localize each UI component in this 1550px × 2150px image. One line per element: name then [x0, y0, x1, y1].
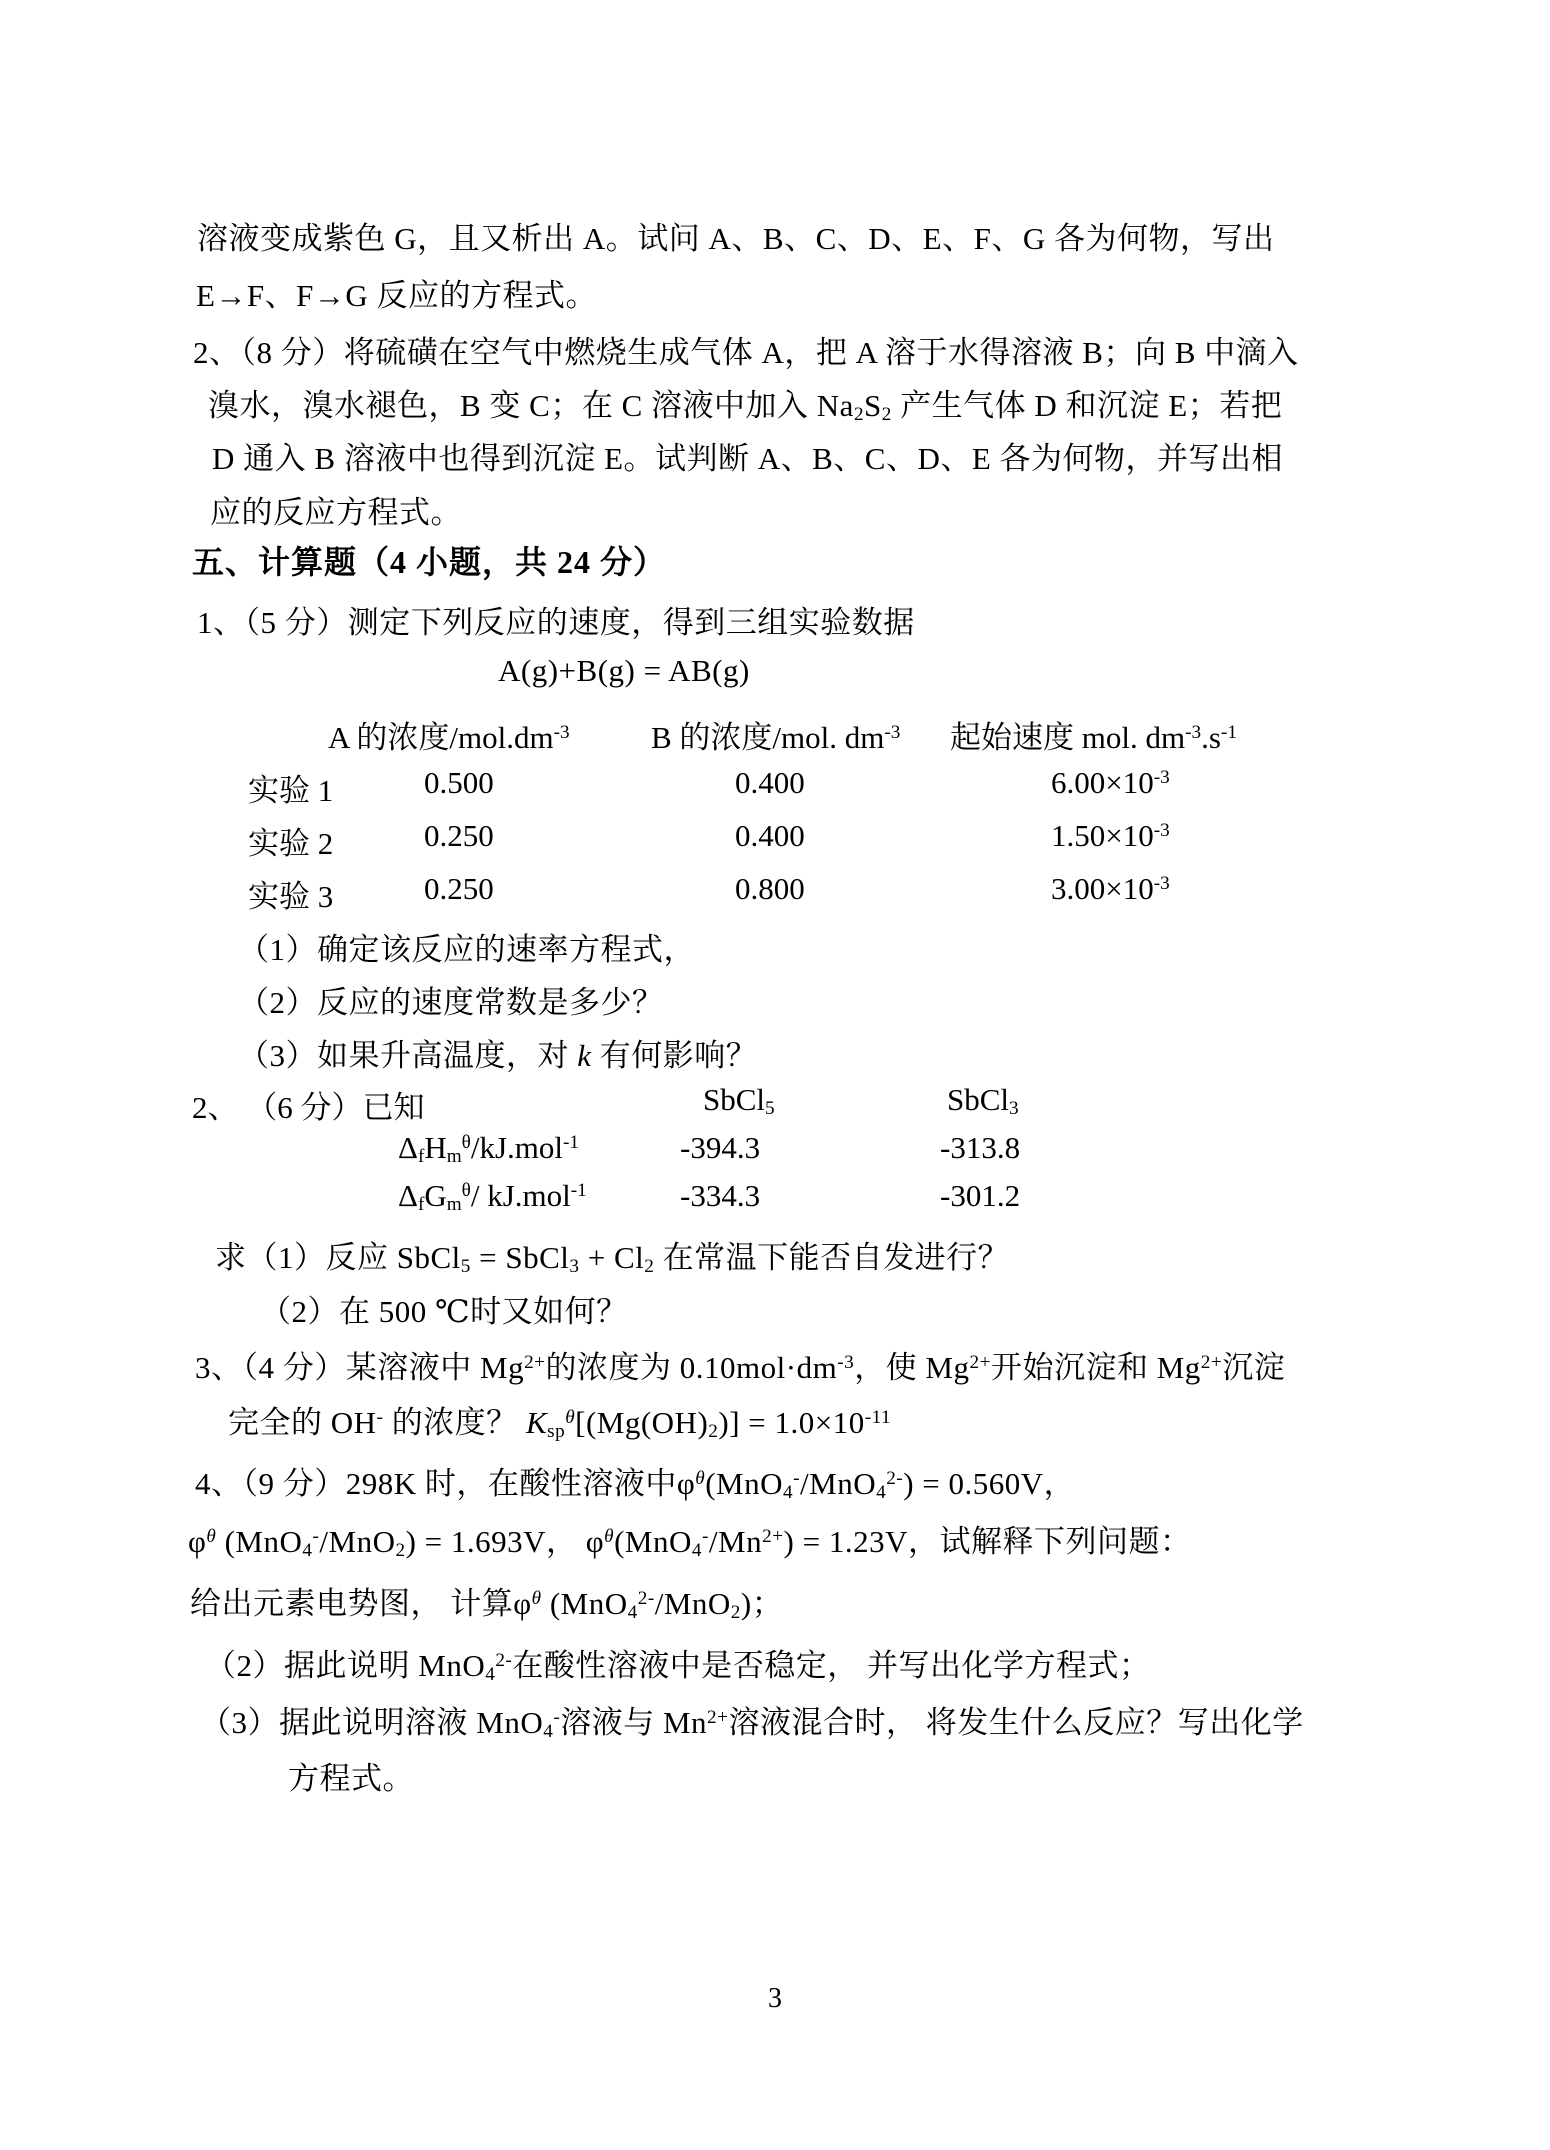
calc1-sub2: （2）反应的速度常数是多少？: [238, 985, 664, 1020]
gibbs-value-2: -301.2: [940, 1178, 1021, 1213]
calc3-line-1: 3、（4 分）某溶液中 $Mg^{2+}$的浓度为 $0.10mol\cdot dm^{-3}$，使 $Mg^{2+}$开始沉淀和 $Mg^{2+}$沉淀: [195, 1350, 1286, 1385]
calc1-sub3: （3）如果升高温度，对 k 有何影响？: [238, 1038, 758, 1073]
calc2-header-row: [0, 1082, 1550, 1124]
value-b: 0.400: [735, 818, 805, 853]
enthalpy-value-2: -313.8: [940, 1130, 1021, 1165]
enthalpy-value-1: -394.3: [680, 1130, 761, 1165]
calc4-line-6: 方程式。: [288, 1761, 414, 1796]
calc1-equation: A(g)+B(g) = AB(g): [498, 653, 750, 688]
calc4-line-1: 4、（9 分）298K 时，在酸性溶液中$\varphi^\theta(MnO_4^-/MnO_4^{2-}) = 0.560V$，: [195, 1466, 1076, 1504]
calc2-intro: 2、 （6 分）已知: [192, 1090, 425, 1125]
calc2-col2: SbCl$_3$: [947, 1082, 1019, 1120]
table-header-a: A 的浓度$/mol.dm^{-3}$: [328, 720, 570, 755]
enthalpy-label: $\Delta_fH_m^\theta/kJ.mol^{-1}$: [398, 1130, 580, 1168]
gibbs-label: $\Delta_fG_m^\theta/$ kJ.mol$^{-1}$: [398, 1178, 587, 1216]
value-b: 0.800: [735, 871, 805, 906]
value-rate: $1.50\times 10^{-3}$: [1051, 818, 1170, 853]
row-label: 实验 2: [248, 826, 334, 861]
table-header-row: [0, 712, 1550, 754]
calc4-line-4: （2）据此说明 MnO$_4^{2-}$在酸性溶液中是否稳定， 并写出化学方程式；: [205, 1648, 1151, 1686]
value-b: 0.400: [735, 765, 805, 800]
value-a: 0.250: [424, 871, 494, 906]
calc2-sub1: 求（1）反应 SbCl$_5$ = SbCl$_3$ + $Cl_2$ 在常温下能否自发进行？: [215, 1240, 1010, 1278]
calc4-line-2: $\varphi^\theta$ (MnO$_4$-/MnO$_2$) = 1.693V， $\varphi^\theta(MnO_4^-/Mn^{2+}) = 1.23V$，试解释下列问题：: [188, 1524, 1192, 1562]
section5-heading: 五、计算题（4 小题，共 24 分）: [192, 544, 667, 580]
calc2-gibbs-row: [0, 1178, 1550, 1220]
intro-line-1: 溶液变成紫色 G，且又析出 A。试问 A、B、C、D、E、F、G 各为何物，写出: [197, 221, 1275, 256]
calc2-enthalpy-row: [0, 1130, 1550, 1172]
table-row: [0, 818, 1550, 860]
value-rate: $3.00\times 10^{-3}$: [1051, 871, 1170, 906]
question2-line-3: D 通入 B 溶液中也得到沉淀 E。试判断 A、B、C、D、E 各为何物，并写出相: [212, 441, 1284, 476]
calc3-line-2: 完全的 OH- 的浓度？ $K_{sp}^\theta[(Mg(OH)_2)] = 1.0\times 10^{-11}$: [228, 1405, 892, 1443]
calc2-col1: SbCl$_5$: [703, 1082, 775, 1120]
calc4-line-3: 给出元素电势图， 计算$\varphi^\theta$ (MnO$_4^{2-}$/MnO$_2$)；: [190, 1586, 784, 1624]
gibbs-value-1: -334.3: [680, 1178, 761, 1213]
question2-line-4: 应的反应方程式。: [210, 495, 462, 530]
calc1-sub1: （1）确定该反应的速率方程式，: [238, 932, 695, 967]
value-a: 0.500: [424, 765, 494, 800]
page-number: 3: [768, 1983, 783, 2014]
intro-line-2: E→F、F→G 反应的方程式。: [196, 278, 598, 313]
row-label: 实验 1: [248, 773, 334, 808]
question2-line-1: 2、（8 分）将硫磺在空气中燃烧生成气体 A，把 A 溶于水得溶液 B；向 B 中滴入: [193, 335, 1299, 370]
table-header-b: B 的浓度/mol. $dm^{-3}$: [651, 720, 901, 755]
value-a: 0.250: [424, 818, 494, 853]
table-row: [0, 871, 1550, 913]
table-header-rate: 起始速度 mol. $dm^{-3}.s^{-1}$: [950, 720, 1237, 755]
row-label: 实验 3: [248, 879, 334, 914]
question2-line-2: 溴水，溴水褪色，B 变 C；在 C 溶液中加入 $Na_2S_2$ 产生气体 D 和沉淀 E；若把: [208, 388, 1283, 426]
calc2-sub2: （2）在 500 ℃时又如何？: [260, 1294, 628, 1329]
value-rate: $6.00\times 10^{-3}$: [1051, 765, 1170, 800]
calc4-line-5: （3）据此说明溶液 MnO$_4$-溶液与 $Mn^{2+}$溶液混合时， 将发生什么反应？写出化学: [200, 1705, 1304, 1743]
calc1-intro: 1、（5 分）测定下列反应的速度，得到三组实验数据: [197, 605, 915, 640]
table-row: [0, 765, 1550, 807]
